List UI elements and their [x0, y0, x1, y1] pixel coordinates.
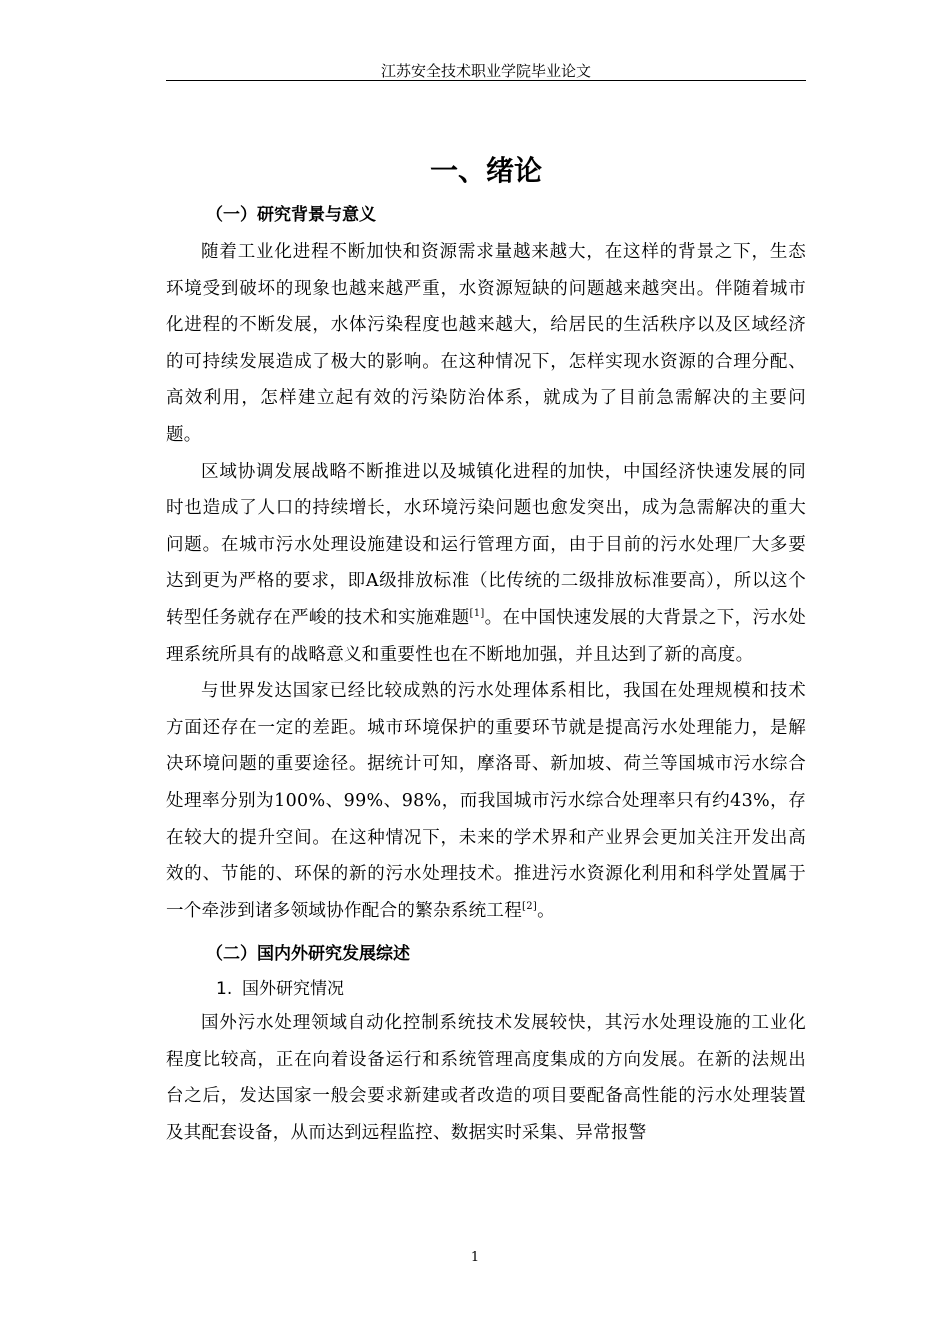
subsection-number: 1.: [216, 979, 233, 1000]
paragraph-background-2: [166, 454, 806, 674]
paragraph-text: 区域协调发展战略不断推进以及城镇化进程的加快，中国经济快速发展的同时也造成了人口的持续增长，水环境污染问题也愈发突出，成为急需解决的重大问题。在城市污水处理设施建设和运行管理方面，由于目前的污水处理厂大多要达到更为严格的要求，即A级排放标准（比传统的二级排放标准要高），所以这个转型任务就存在严峻的技术和实施难题: [166, 461, 806, 628]
subsection-label: 国外研究情况: [242, 979, 344, 1000]
section-title-review: （二）国内外研究发展综述: [206, 944, 410, 965]
header-title: 江苏安全技术职业学院毕业论文: [380, 62, 591, 80]
paragraph-text: 。: [537, 900, 555, 921]
paragraph-background-1: 随着工业化进程不断加快和资源需求量越来越大，在这样的背景之下，生态环境受到破坏的现象也越来越严重，水资源短缺的问题越来越突出。伴随着城市化进程的不断发展，水体污染程度也越来越大，给居民的生活秩序以及区域经济的可持续发展造成了极大的影响。在这种情况下，怎样实现水资源的合理分配、高效利用，怎样建立起有效的污染防治体系，就成为了目前急需解决的主要问题。: [166, 242, 806, 445]
paragraph-foreign-1: 国外污水处理领域自动化控制系统技术发展较快，其污水处理设施的工业化程度比较高，正在向着设备运行和系统管理高度集成的方向发展。在新的法规出台之后，发达国家一般会要求新建或者改造的项目要配备高性能的污水处理装置及其配套设备，从而达到远程监控、数据实时采集、异常报警: [166, 1013, 806, 1144]
paragraph-background-3: [166, 673, 806, 929]
page-header: [166, 62, 806, 80]
paragraph-text: 与世界发达国家已经比较成熟的污水处理体系相比，我国在处理规模和技术方面还存在一定的差距。城市环境保护的重要环节就是提高污水处理能力，是解决环境问题的重要途径。据统计可知，摩洛哥、新加坡、荷兰等国城市污水综合处理率分别为100%、99%、98%，而我国城市污水综合处理率只有约43%，存在较大的提升空间。在这种情况下，未来的学术界和产业界会更加关注开发出高效的、节能的、环保的新的污水处理技术。推进污水资源化利用和科学处置属于一个牵涉到诸多领域协作配合的繁杂系统工程: [166, 681, 806, 921]
subsection-title-foreign: [166, 973, 806, 1005]
paragraph-text: 。在中国快速发展的大背景之下，污水处理系统所具有的战略意义和重要性也在不断地加强，并且达到了新的高度。: [166, 607, 806, 665]
citation-ref: [1]: [469, 608, 485, 620]
citation-ref: [2]: [522, 900, 538, 912]
header-rule: [166, 80, 806, 81]
section-title-background: （一）研究背景与意义: [206, 205, 376, 225]
chapter-title: 一、绪论: [429, 154, 542, 187]
page-number: 1: [470, 1250, 480, 1265]
page-content: [166, 140, 806, 1152]
